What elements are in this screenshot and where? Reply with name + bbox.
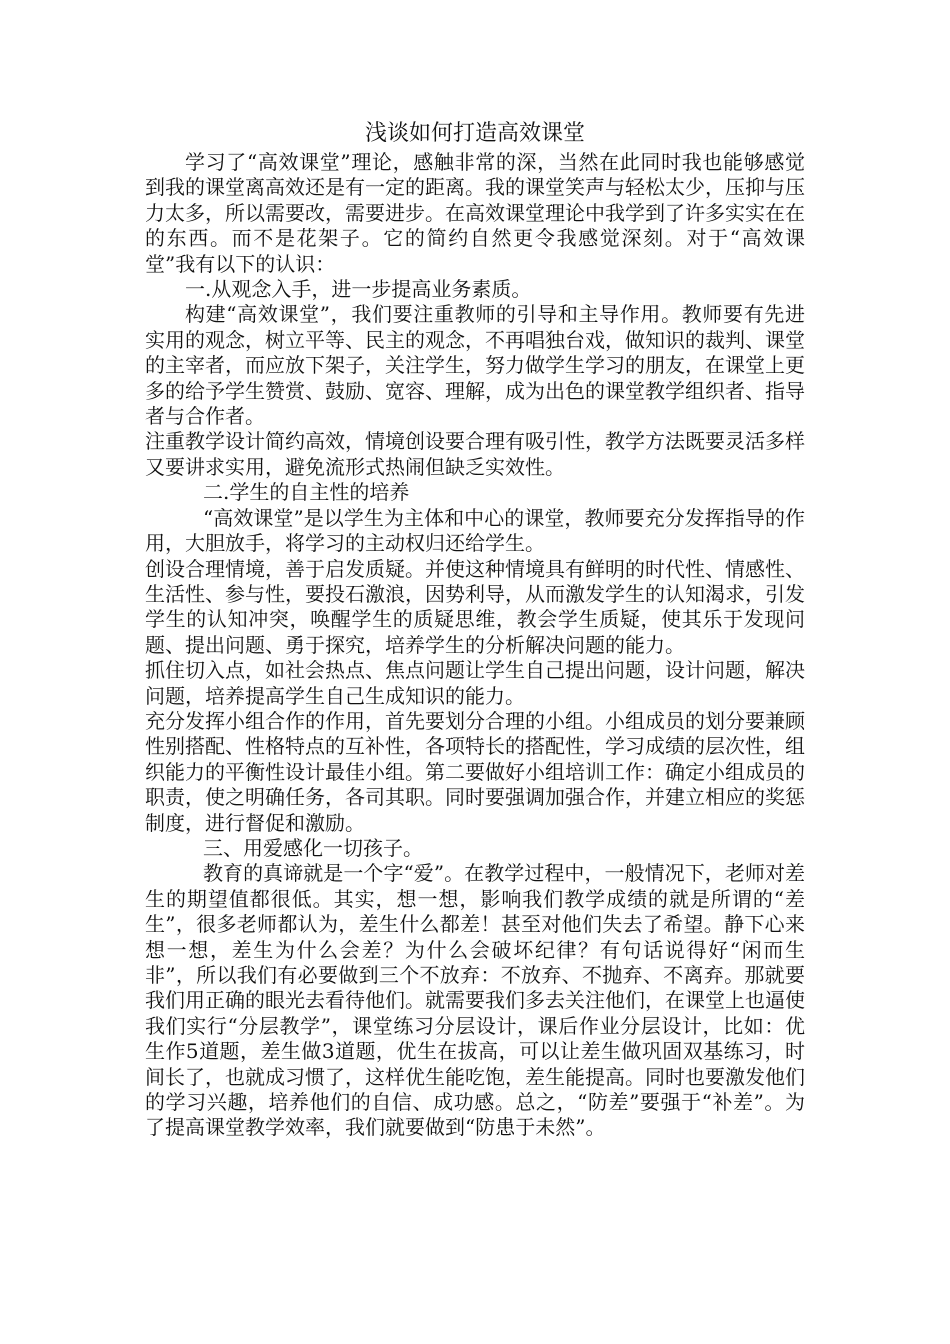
body-paragraph: 教育的真谛就是一个字“爱”。在教学过程中，一般情况下，老师对差生的期望值都很低。其实，想一想，影响我们教学成绩的就是所谓的“差生”，很多老师都认为，差生什么都差！甚至对他们失去了希望。静下心来想一想，差生为什么会差？为什么会破坏纪律？有句话说得好“闲而生非”，所以我们有必要做到三个不放弃：不放弃、不抛弃、不离弃。那就要我们用正确的眼光去看待他们。就需要我们多去关注他们，在课堂上也逼使我们实行“分层教学”，课堂练习分层设计，课后作业分层设计，比如：优生作5道题，差生做3道题，优生在拔高，可以让差生做巩固双基练习，时间长了，也就成习惯了，这样优生能吃饱，差生能提高。同时也要激发他们的学习兴趣，培养他们的自信、成功感。总之，“防差”要强于“补差”。为了提高课堂教学效率，我们就要做到“防患于未然”。	[145, 861, 805, 1140]
intro-paragraph: 学习了“高效课堂”理论，感触非常的深，当然在此同时我也能够感觉到我的课堂离高效还是有一定的距离。我的课堂笑声与轻松太少，压抑与压力太多，所以需要改，需要进步。在高效课堂理论中我学到了许多实实在在的东西。而不是花架子。它的简约自然更令我感觉深刻。对于“高效课堂”我有以下的认识：	[145, 150, 805, 276]
body-paragraph: 创设合理情境，善于启发质疑。并使这种情境具有鲜明的时代性、情感性、生活性、参与性，要投石激浪，因势利导，从而激发学生的认知渴求，引发学生的认知冲突，唤醒学生的质疑思维，教会学生质疑，使其乐于发现问题、提出问题、勇于探究，培养学生的分析解决问题的能力。	[145, 556, 805, 657]
body-paragraph: 充分发挥小组合作的作用，首先要划分合理的小组。小组成员的划分要兼顾性别搭配、性格特点的互补性，各项特长的搭配性，学习成绩的层次性，组织能力的平衡性设计最佳小组。第二要做好小组培训工作：确定小组成员的职责，使之明确任务，各司其职。同时要强调加强合作，并建立相应的奖惩制度，进行督促和激励。	[145, 708, 805, 835]
document-page	[145, 118, 805, 1141]
body-paragraph: “高效课堂”是以学生为主体和中心的课堂，教师要充分发挥指导的作用，大胆放手，将学习的主动权归还给学生。	[145, 505, 805, 556]
section-heading-3: 三、用爱感化一切孩子。	[203, 835, 423, 860]
section-heading-2: 二.学生的自主性的培养	[203, 480, 410, 505]
body-paragraph: 注重教学设计简约高效，情境创设要合理有吸引性，教学方法既要灵活多样又要讲求实用，避免流形式热闹但缺乏实效性。	[145, 429, 805, 479]
body-paragraph: 抓住切入点，如社会热点、焦点问题让学生自己提出问题，设计问题，解决问题，培养提高学生自己生成知识的能力。	[145, 658, 805, 708]
document-title: 浅谈如何打造高效课堂	[364, 121, 585, 146]
section-heading-1: 一.从观念入手，进一步提高业务素质。	[185, 277, 532, 302]
body-paragraph: 构建“高效课堂”，我们要注重教师的引导和主导作用。教师要有先进实用的观念，树立平等、民主的观念，不再唱独台戏，做知识的裁判、课堂的主宰者，而应放下架子，关注学生，努力做学生学习的朋友，在课堂上更多的给予学生赞赏、鼓励、宽容、理解，成为出色的课堂教学组织者、指导者与合作者。	[145, 302, 805, 429]
